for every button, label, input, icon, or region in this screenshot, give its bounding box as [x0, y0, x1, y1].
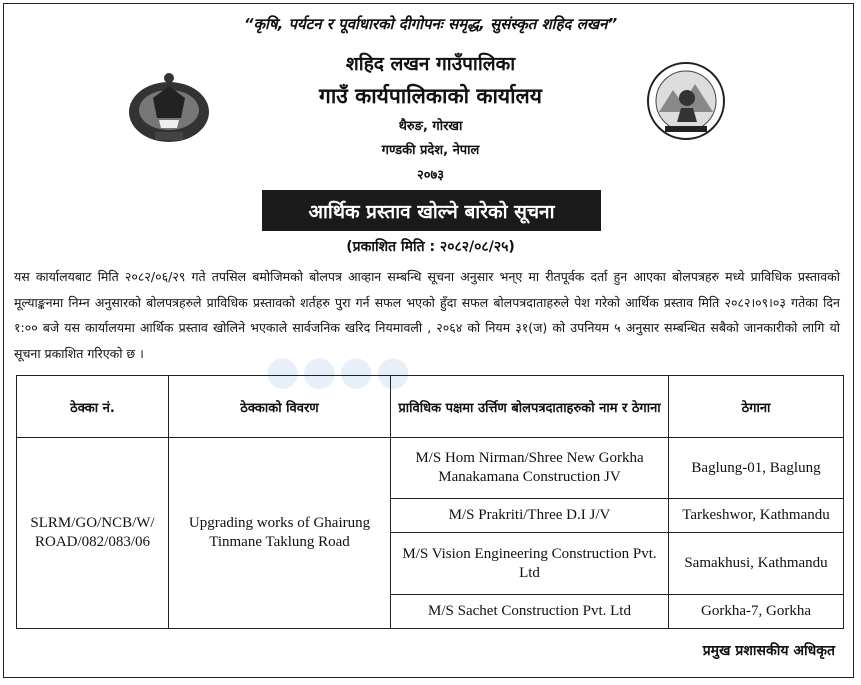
- published-date: (प्रकाशित मिति : २०८२/०८/२५): [346, 239, 515, 255]
- bidder-address-cell: Baglung-01, Baglung: [669, 438, 844, 499]
- bidder-cell: M/S Sachet Construction Pvt. Ltd: [391, 594, 669, 628]
- col-header-address: ठेगाना: [669, 376, 844, 438]
- bidder-address-cell: Samakhusi, Kathmandu: [669, 533, 844, 594]
- col-header-bidders: प्राविधिक पक्षमा उर्त्तिण बोलपत्रदाताहरुको नाम र ठेगाना: [391, 376, 669, 438]
- address-line-1: थैरुङ, गोरखा: [398, 119, 463, 134]
- contract-no-cell: SLRM/GO/NCB/W/ ROAD/082/083/06: [17, 438, 169, 629]
- slogan: “कृषि, पर्यटन र पूर्वाधारको दीगोपनः समृद्ध, सुसंस्कृत शहिद लखन”: [243, 15, 618, 33]
- municipality-name: शहिद लखन गाउँपालिका: [345, 53, 516, 75]
- notice-title: आर्थिक प्रस्ताव खोल्ने बारेको सूचना: [262, 190, 601, 231]
- address-line-2: गण्डकी प्रदेश, नेपाल: [381, 143, 480, 158]
- office-name: गाउँ कार्यपालिकाको कार्यालय: [319, 84, 542, 108]
- col-header-contract-no: ठेक्का नं.: [17, 376, 169, 438]
- signature-title: प्रमुख प्रशासकीय अधिकृत: [702, 643, 835, 659]
- bidders-table: [16, 375, 844, 629]
- bidder-cell: M/S Hom Nirman/Shree New Gorkha Manakamana Construction JV: [391, 438, 669, 499]
- table-row: [17, 438, 844, 499]
- table-header-row: [17, 376, 844, 438]
- bidder-cell: M/S Vision Engineering Construction Pvt. Ltd: [391, 533, 669, 594]
- established-year: २०७३: [416, 168, 445, 183]
- bidder-cell: M/S Prakriti/Three D.I J/V: [391, 499, 669, 533]
- watermark: ●●●●: [265, 348, 413, 394]
- bidder-address-cell: Tarkeshwor, Kathmandu: [669, 499, 844, 533]
- bidder-address-cell: Gorkha-7, Gorkha: [669, 594, 844, 628]
- col-header-description: ठेक्काको विवरण: [169, 376, 391, 438]
- notice-body: यस कार्यालयबाट मिति २०८२/०६/२९ गते तपसिल बमोजिमको बोलपत्र आव्हान सम्बन्धि सूचना अनुसार भन्ए मा रीतपूर्वक दर्ता हुन आएका बोलपत्रहरु मध्ये प्राविधिक प्रस्तावको मूल्याङ्कनमा निम्न अनुसारको बोलपत्रहरुले प्राविधिक प्रस्तावको शर्तहरु पुरा गर्न सफल भएको हुँदा सफल बोलपत्रदाताहरुले पेश गरेको आर्थिक प्रस्ताव मिति २०८२।०९।०३ गतेका दिन १:०० बजे यस कार्यालयमा आर्थिक प्रस्ताव खोलिने भएकाले सार्वजनिक खरिद नियमावली , २०६४ को नियम ३१(ज) को उपनियम ५ अनुसार सम्बन्धित सबैको जानकारीको लागि यो सूचना प्रकाशित गरिएको छ ।: [14, 269, 840, 361]
- contract-description-cell: Upgrading works of Ghairung Tinmane Taklung Road: [169, 438, 391, 629]
